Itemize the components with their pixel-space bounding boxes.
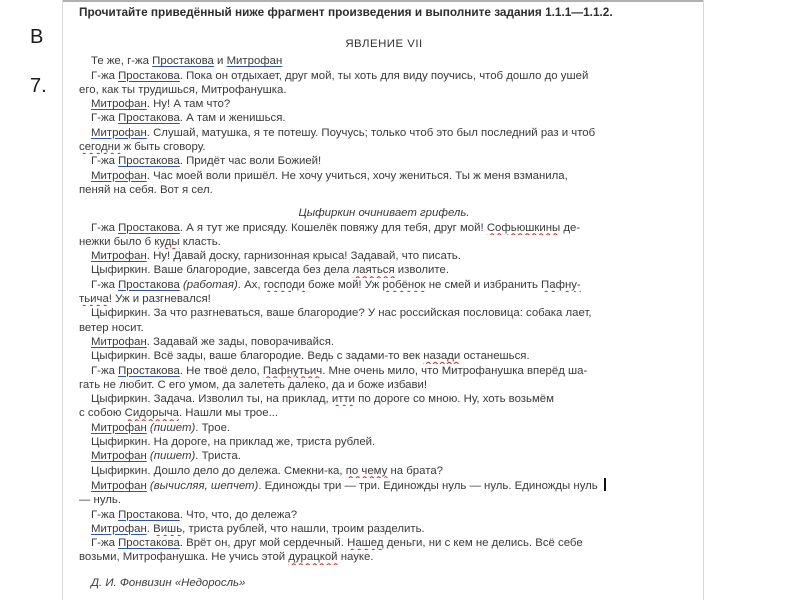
spellcheck-word: сегодни: [79, 141, 121, 154]
character-name: Простакова: [118, 537, 180, 550]
text-segment: Г-жа: [91, 112, 119, 125]
text-segment: . Час моей воли пришёл. Не хочу учиться, хочу жениться. Ты ж меня взманила,: [146, 169, 568, 182]
stage-remark: (работая): [182, 278, 238, 291]
text-line: [79, 97, 689, 111]
stage-remark: (пишет): [149, 450, 196, 463]
text-segment: де-: [560, 221, 581, 234]
text-segment: Цыфиркин. Всё зады, ваше благородие. Ведь с задами-то век: [91, 350, 424, 363]
text-line: [79, 508, 689, 522]
text-line: [79, 126, 689, 140]
text-line: [79, 464, 689, 478]
document-body: [79, 5, 689, 590]
spellcheck-word: итти: [331, 393, 356, 406]
text-line: [79, 550, 689, 564]
text-segment: .: [146, 522, 154, 535]
text-line: [79, 449, 689, 463]
document-page: [62, 0, 704, 600]
text-segment: . Пока он отдыхает, друг мой, ты хоть для виду поучись, чтоб дошло до ушей: [179, 69, 589, 82]
text-segment: Г-жа: [91, 69, 119, 82]
character-name: Митрофан: [91, 126, 147, 139]
text-segment: — нуль.: [79, 494, 122, 507]
text-segment: . Трое.: [195, 421, 231, 434]
character-name: Простакова: [152, 55, 214, 68]
spellcheck-word: Пафну-: [541, 278, 581, 291]
text-segment: . Врёт он, друг мой сердечный.: [179, 537, 348, 550]
text-segment: боже мой! Уж: [304, 278, 383, 291]
text-segment: . Придёт час воли Божией!: [179, 155, 322, 168]
text-line: [79, 54, 689, 68]
text-segment: возьми, Митрофанушка. Не учись этой: [79, 551, 289, 564]
text-segment: ж быть сговору.: [120, 141, 206, 154]
text-segment: . Задавай же зады, поворачивайся.: [146, 335, 335, 348]
text-line: [79, 306, 689, 320]
text-segment: пеняй на себя. Вот я сел.: [79, 183, 213, 196]
text-segment: Цыфиркин. За что разгневаться, ваше благородие? У нас российская пословица: собака лает,: [91, 307, 592, 320]
text-segment: Г-жа: [91, 278, 119, 291]
text-segment: на брата?: [387, 464, 443, 477]
text-segment: . А там и женишься.: [179, 112, 286, 125]
spellcheck-word: Вишь: [153, 522, 183, 535]
text-cursor-icon: [604, 478, 606, 491]
text-line: [79, 221, 689, 235]
character-name: Простакова: [118, 278, 180, 291]
text-segment: и: [213, 55, 227, 68]
character-name: Митрофан: [226, 55, 283, 68]
text-line: [79, 378, 689, 392]
character-name: Простакова: [118, 364, 180, 377]
text-line: [79, 278, 689, 292]
text-segment: его, как ты трудишься, Митрофанушка.: [79, 83, 287, 96]
text-line: [79, 111, 689, 125]
text-line: [79, 392, 689, 406]
text-line: [79, 522, 689, 536]
text-line: [79, 335, 689, 349]
spellcheck-word: робёнок: [382, 278, 426, 291]
text-segment: не смей и избранить: [425, 278, 542, 291]
text-segment: . Слушай, матушка, я те потешу. Поучусь; только чтоб это был последний раз и чтоб: [146, 126, 596, 139]
text-segment: . Нашли мы трое...: [178, 407, 279, 420]
text-segment: науке.: [337, 551, 374, 564]
text-segment: гать не любит. С его умом, да залететь далеко, да и боже избави!: [79, 378, 428, 391]
text-line: [79, 349, 689, 363]
text-line: [79, 83, 689, 97]
text-segment: . Не твоё дело,: [179, 364, 263, 377]
spellcheck-word: Сидорыча: [124, 407, 179, 420]
text-segment: . Ну! А там что?: [146, 98, 231, 111]
character-name: Митрофан: [91, 479, 147, 492]
character-name: Простакова: [118, 69, 180, 82]
text-line: [79, 478, 689, 493]
text-segment: Г-жа: [91, 155, 119, 168]
text-segment: Цыфиркин. Задача. Изволил ты, на приклад,: [91, 393, 332, 406]
text-segment: класть.: [179, 235, 221, 248]
text-segment: . Мне очень мило, что Митрофанушка вперёд ша-: [322, 364, 588, 377]
character-name: Митрофан: [91, 169, 147, 182]
character-name: Простакова: [118, 112, 180, 125]
text-segment: Г-жа: [91, 508, 119, 521]
author-attribution: Д. И. Фонвизин «Недоросль»: [91, 576, 246, 589]
text-line: [79, 406, 689, 420]
scene-title: ЯВЛЕНИЕ VII: [345, 38, 423, 50]
text-segment: . Ах,: [237, 278, 264, 291]
spellcheck-word: по чему: [345, 464, 388, 477]
spellcheck-word: лаяться: [352, 264, 395, 277]
text-segment: Г-жа: [91, 537, 119, 550]
character-name: Митрофан: [91, 522, 147, 535]
spellcheck-word: господи: [263, 278, 305, 291]
blank-line: [79, 197, 689, 206]
play-text: [79, 54, 689, 564]
text-segment: Цыфиркин. Ваше благородие, завсегда без дела: [91, 264, 353, 277]
text-line: [79, 536, 689, 550]
stage-direction: [79, 206, 689, 220]
slide-letter-label: В: [30, 26, 44, 48]
spellcheck-word: тьича: [79, 293, 109, 306]
spellcheck-word: Пафнутьич: [262, 364, 323, 377]
page-top-border: [63, 0, 703, 2]
spellcheck-word: Нашед: [347, 537, 384, 550]
text-segment: , триста рублей, что нашли, троим разделить.: [182, 522, 425, 535]
spellcheck-word: Софьюшкины: [486, 221, 561, 234]
character-name: Митрофан: [91, 250, 147, 263]
text-line: [79, 169, 689, 183]
text-segment: нежки было б: [79, 235, 155, 248]
character-name: Митрофан: [91, 335, 147, 348]
text-segment: Г-жа: [91, 221, 119, 234]
text-line: [79, 364, 689, 378]
character-name: Простакова: [118, 221, 180, 234]
text-line: [79, 292, 689, 306]
stage-remark: (пишет): [149, 421, 196, 434]
text-line: [79, 435, 689, 449]
text-line: [79, 69, 689, 83]
text-segment: . Ну! Давай доску, гарнизонная крыса! Задавай, что писать.: [146, 250, 461, 263]
text-segment: изволите.: [394, 264, 449, 277]
character-name: Митрофан: [91, 421, 147, 434]
text-segment: Те же, г-жа: [91, 55, 153, 68]
text-segment: Г-жа: [91, 364, 119, 377]
character-name: Простакова: [118, 508, 180, 521]
text-segment: Цыфиркин. На дороге, на приклад же, триста рублей.: [91, 436, 376, 449]
text-segment: ! Уж и разгневался!: [108, 293, 211, 306]
text-line: [79, 421, 689, 435]
spellcheck-word: назади: [423, 350, 461, 363]
text-line: [79, 183, 689, 197]
text-segment: . Триста.: [195, 450, 241, 463]
text-segment: ветер носит.: [79, 321, 144, 334]
character-name: Митрофан: [91, 450, 147, 463]
text-segment: . Единожды три — три. Единожды нуль — нуль. Единожды нуль: [258, 479, 598, 492]
stage-remark: (вычисляя, шепчет): [149, 479, 259, 492]
text-segment: останешься.: [460, 350, 530, 363]
text-segment: Цыфиркин. Дошло дело до дележа. Смекни-ка,: [91, 464, 346, 477]
text-segment: . Что, что, до дележа?: [179, 508, 298, 521]
text-line: [79, 154, 689, 168]
text-segment: деньги, ни с кем не делись. Всё себе: [383, 537, 583, 550]
text-line: [79, 263, 689, 277]
text-line: [79, 493, 689, 507]
task-instruction: Прочитайте приведённый ниже фрагмент произведения и выполните задания 1.1.1—1.1.2.: [79, 5, 613, 19]
text-segment: по дороге со мною. Ну, хоть возьмём: [355, 393, 554, 406]
slide-number-label: 7.: [30, 75, 47, 97]
text-segment: Цыфиркин очинивает грифель.: [298, 207, 470, 220]
text-line: [79, 321, 689, 335]
character-name: Митрофан: [91, 98, 147, 111]
text-segment: с собою: [79, 407, 125, 420]
spellcheck-word: дурацкой: [288, 551, 338, 564]
text-line: [79, 235, 689, 249]
spellcheck-word: куды: [154, 235, 180, 248]
character-name: Простакова: [118, 155, 180, 168]
text-line: [79, 140, 689, 154]
text-line: [79, 249, 689, 263]
text-segment: . А я тут же присяду. Кошелёк повяжу для тебя, друг мой!: [179, 221, 487, 234]
